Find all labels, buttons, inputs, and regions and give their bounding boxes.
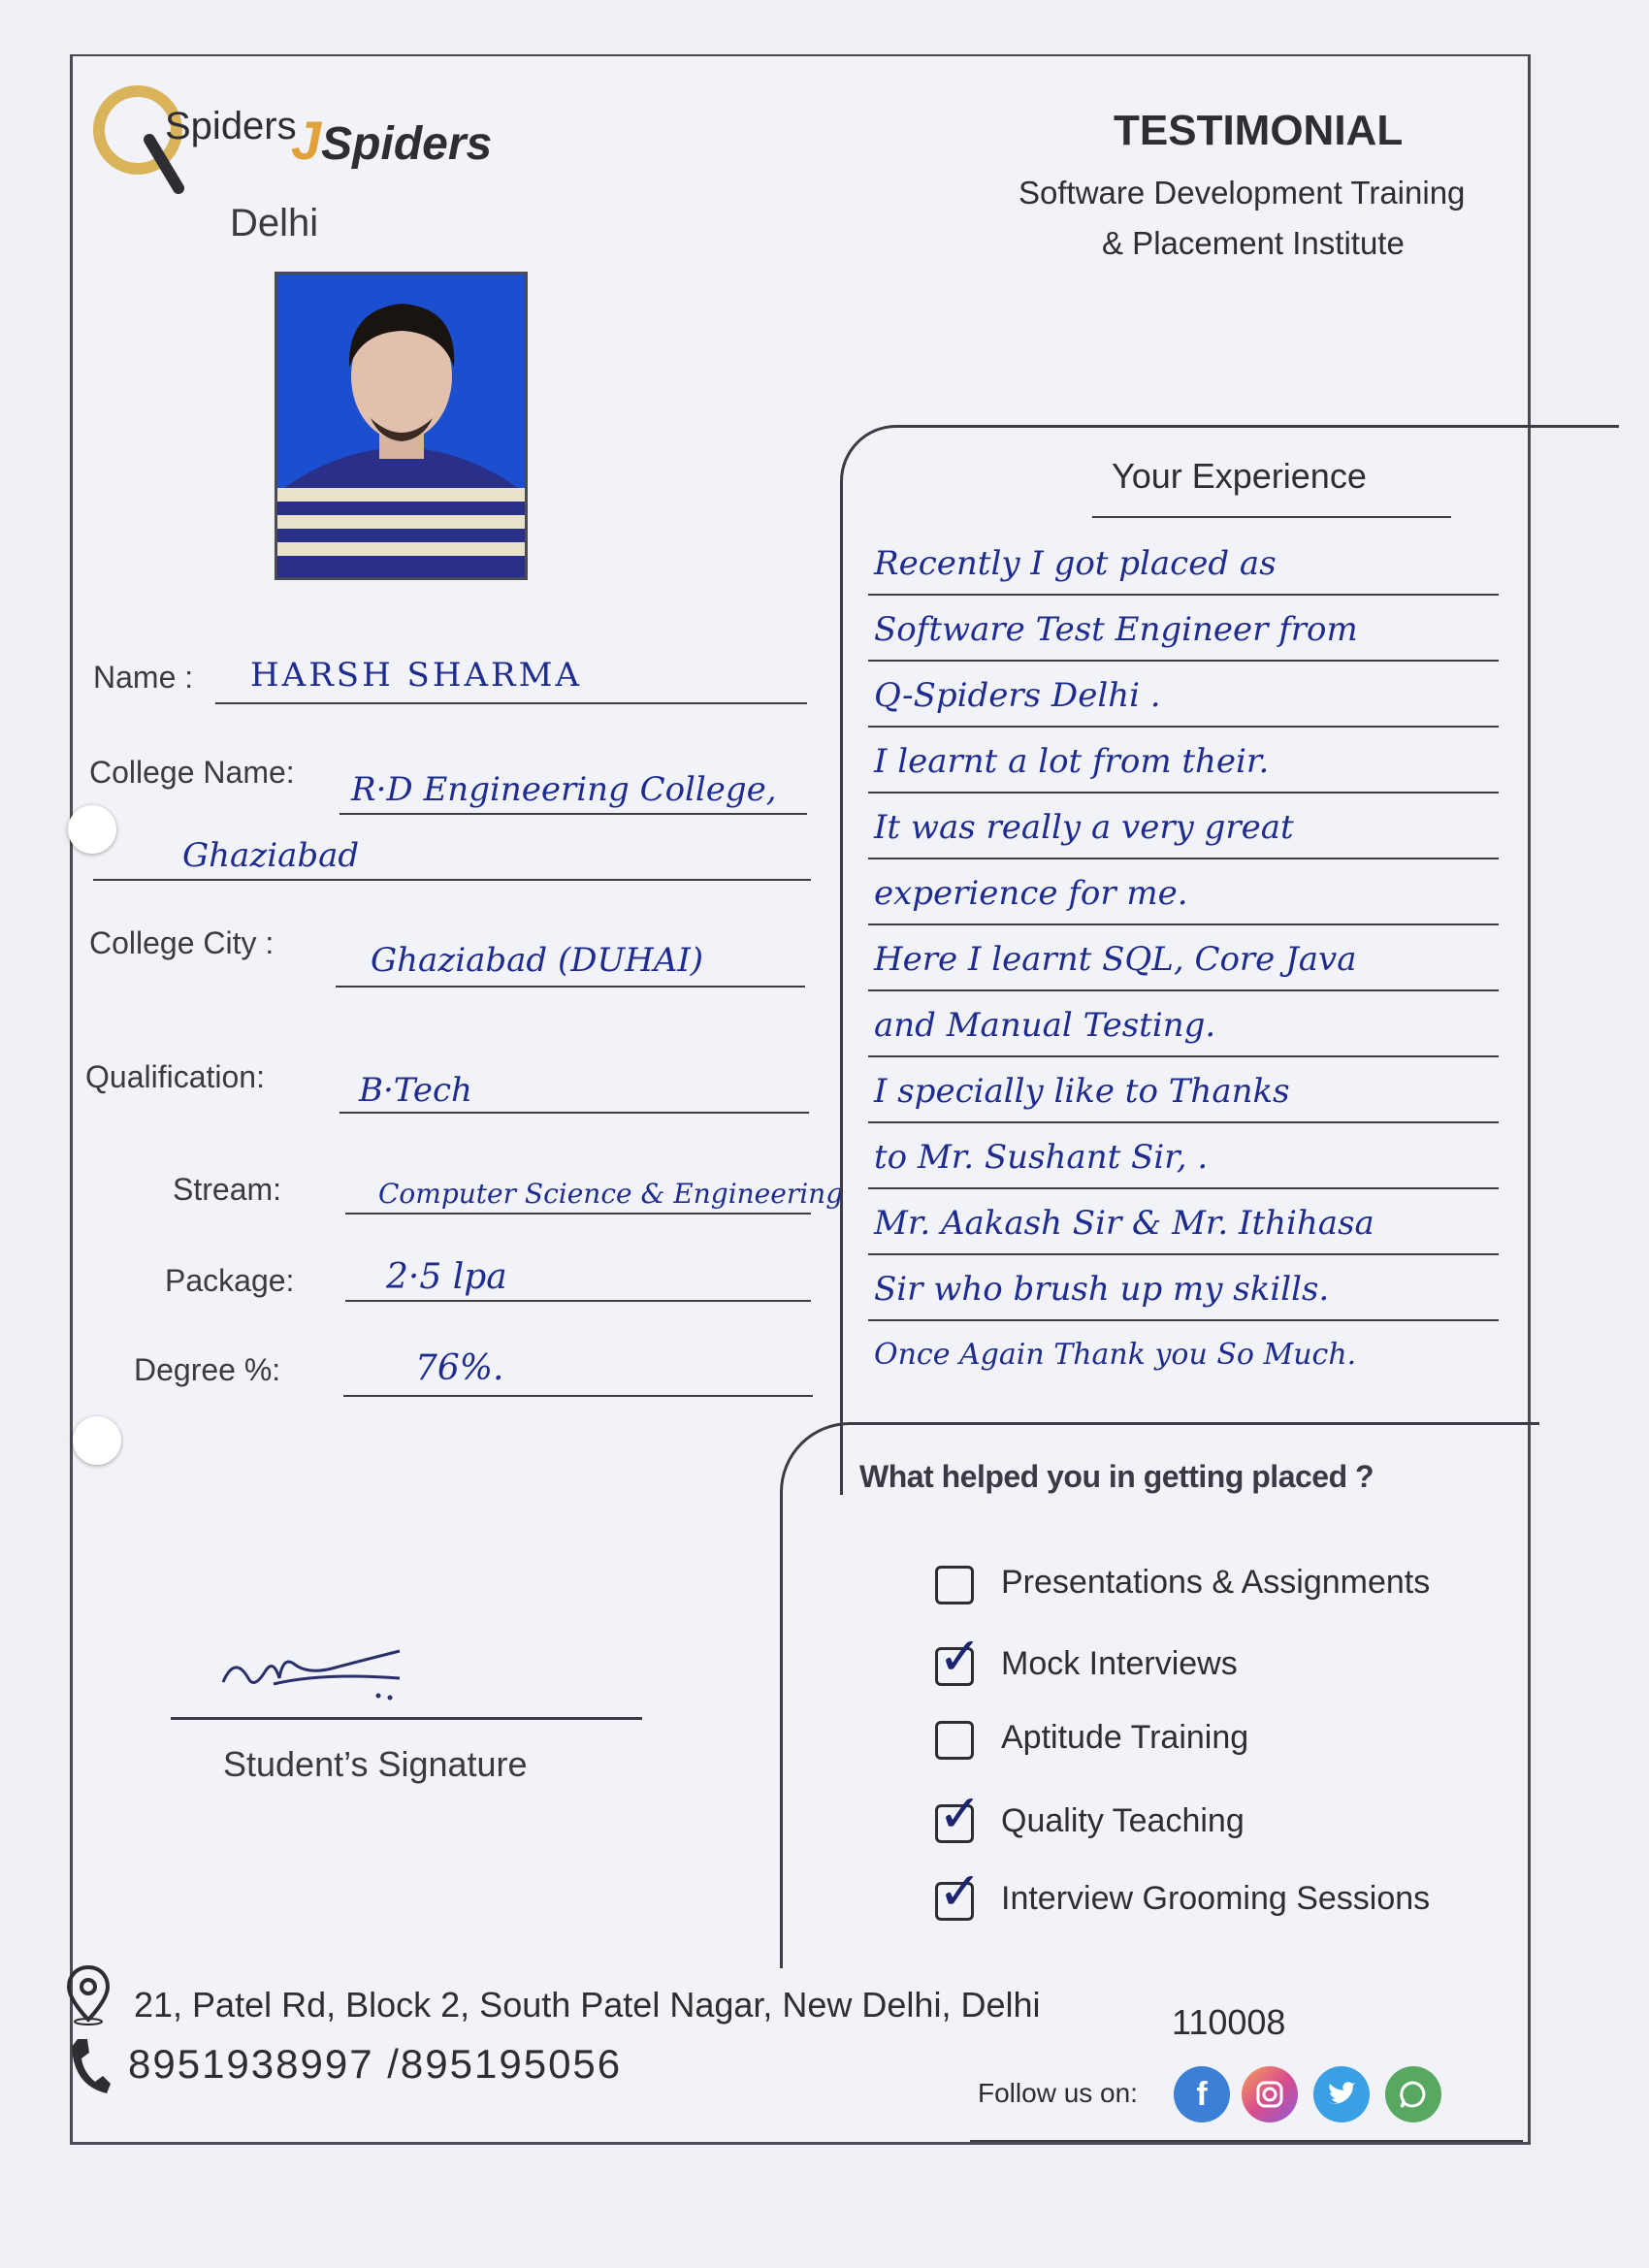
signature-line <box>171 1717 642 1720</box>
page-title: TESTIMONIAL <box>1114 107 1404 154</box>
checkbox-label: Aptitude Training <box>1001 1719 1249 1756</box>
name-label: Name : <box>93 660 194 695</box>
experience-line[interactable]: Recently I got placed as <box>868 532 1499 596</box>
facebook-icon[interactable]: f <box>1174 2066 1230 2122</box>
qualification-underline <box>340 1112 809 1114</box>
package-label: Package: <box>165 1263 295 1298</box>
package-underline <box>345 1300 811 1302</box>
student-photo <box>275 272 528 580</box>
experience-line[interactable]: and Manual Testing. <box>868 993 1499 1057</box>
stream-value[interactable]: Computer Science & Engineering <box>378 1178 844 1210</box>
logo-city: Delhi <box>230 202 319 244</box>
student-portrait-icon <box>277 275 525 577</box>
signature-label: Student’s Signature <box>223 1744 528 1784</box>
checkbox-label: Presentations & Assignments <box>1001 1564 1431 1601</box>
college-city-value[interactable]: Ghaziabad (DUHAI) <box>371 941 704 980</box>
package-value[interactable]: 2·5 lpa <box>386 1257 507 1297</box>
footer-bottom-line <box>970 2140 1523 2142</box>
degree-label: Degree %: <box>134 1352 281 1387</box>
footer-phone: 8951938997 /895195056 <box>128 2041 623 2087</box>
degree-value[interactable]: 76%. <box>415 1348 504 1388</box>
follow-us-label: Follow us on: <box>978 2078 1138 2108</box>
college-name-underline-2 <box>93 879 811 881</box>
checkmark-icon: ✓ <box>938 1861 983 1922</box>
footer-pincode: 110008 <box>1172 2002 1286 2042</box>
experience-line[interactable]: Mr. Aakash Sir & Mr. Ithihasa <box>868 1191 1499 1255</box>
experience-line[interactable]: Here I learnt SQL, Core Java <box>868 927 1499 991</box>
checkmark-icon: ✓ <box>938 1626 983 1687</box>
twitter-icon[interactable] <box>1313 2066 1370 2122</box>
subtitle-line-1: Software Development Training <box>1018 175 1466 211</box>
stream-underline <box>345 1213 811 1215</box>
experience-line[interactable]: to Mr. Sushant Sir, . <box>868 1125 1499 1189</box>
experience-line[interactable]: Once Again Thank you So Much. <box>874 1338 1357 1372</box>
experience-line[interactable]: I specially like to Thanks <box>868 1059 1499 1123</box>
college-name-value[interactable]: R·D Engineering College, <box>351 770 777 809</box>
college-name-label: College Name: <box>89 755 295 790</box>
punch-hole-top <box>68 805 116 854</box>
experience-heading: Your Experience <box>1112 456 1367 496</box>
punch-hole-bottom <box>73 1416 121 1465</box>
footer-address: 21, Patel Rd, Block 2, South Patel Nagar, New Delhi, Delhi <box>134 1985 1041 2025</box>
college-city-label: College City : <box>89 925 275 960</box>
phone-icon <box>68 2035 113 2097</box>
helped-heading: What helped you in getting placed ? <box>859 1459 1374 1494</box>
experience-line[interactable]: It was really a very great <box>868 795 1499 859</box>
checkbox[interactable] <box>935 1721 974 1760</box>
whatsapp-icon[interactable] <box>1385 2066 1441 2122</box>
jspiders-logo <box>291 109 492 177</box>
checkbox[interactable] <box>935 1783 983 1844</box>
experience-line[interactable]: Software Test Engineer from <box>868 598 1499 662</box>
jspiders-logo-text: Spiders <box>321 118 493 170</box>
jspiders-j-icon: J <box>291 110 322 171</box>
college-name-value-cont[interactable]: Ghaziabad <box>182 836 360 875</box>
qspiders-logo-text: Spiders <box>165 105 297 147</box>
checkbox[interactable] <box>935 1626 983 1687</box>
college-name-underline <box>340 813 807 815</box>
location-pin-icon <box>64 1963 113 2025</box>
degree-underline <box>343 1395 813 1397</box>
checkbox-label: Interview Grooming Sessions <box>1001 1880 1431 1917</box>
checkbox[interactable] <box>935 1566 974 1604</box>
student-signature-icon <box>215 1636 429 1713</box>
experience-heading-underline <box>1092 516 1451 518</box>
qualification-value[interactable]: B·Tech <box>359 1071 472 1110</box>
checkbox-label: Quality Teaching <box>1001 1802 1245 1839</box>
experience-line[interactable]: I learnt a lot from their. <box>868 729 1499 794</box>
checkbox[interactable] <box>935 1861 983 1922</box>
college-city-underline <box>336 986 805 988</box>
qualification-label: Qualification: <box>85 1059 265 1094</box>
checkmark-icon: ✓ <box>938 1783 983 1844</box>
stream-label: Stream: <box>173 1172 282 1207</box>
instagram-icon[interactable] <box>1242 2066 1298 2122</box>
name-underline <box>215 702 807 704</box>
checkbox-label: Mock Interviews <box>1001 1645 1238 1682</box>
experience-line[interactable]: Q-Spiders Delhi . <box>868 664 1499 728</box>
experience-line[interactable]: experience for me. <box>868 861 1499 925</box>
name-value[interactable]: HARSH SHARMA <box>250 656 583 695</box>
subtitle-line-2: & Placement Institute <box>1102 225 1405 261</box>
experience-line[interactable]: Sir who brush up my skills. <box>868 1257 1499 1321</box>
